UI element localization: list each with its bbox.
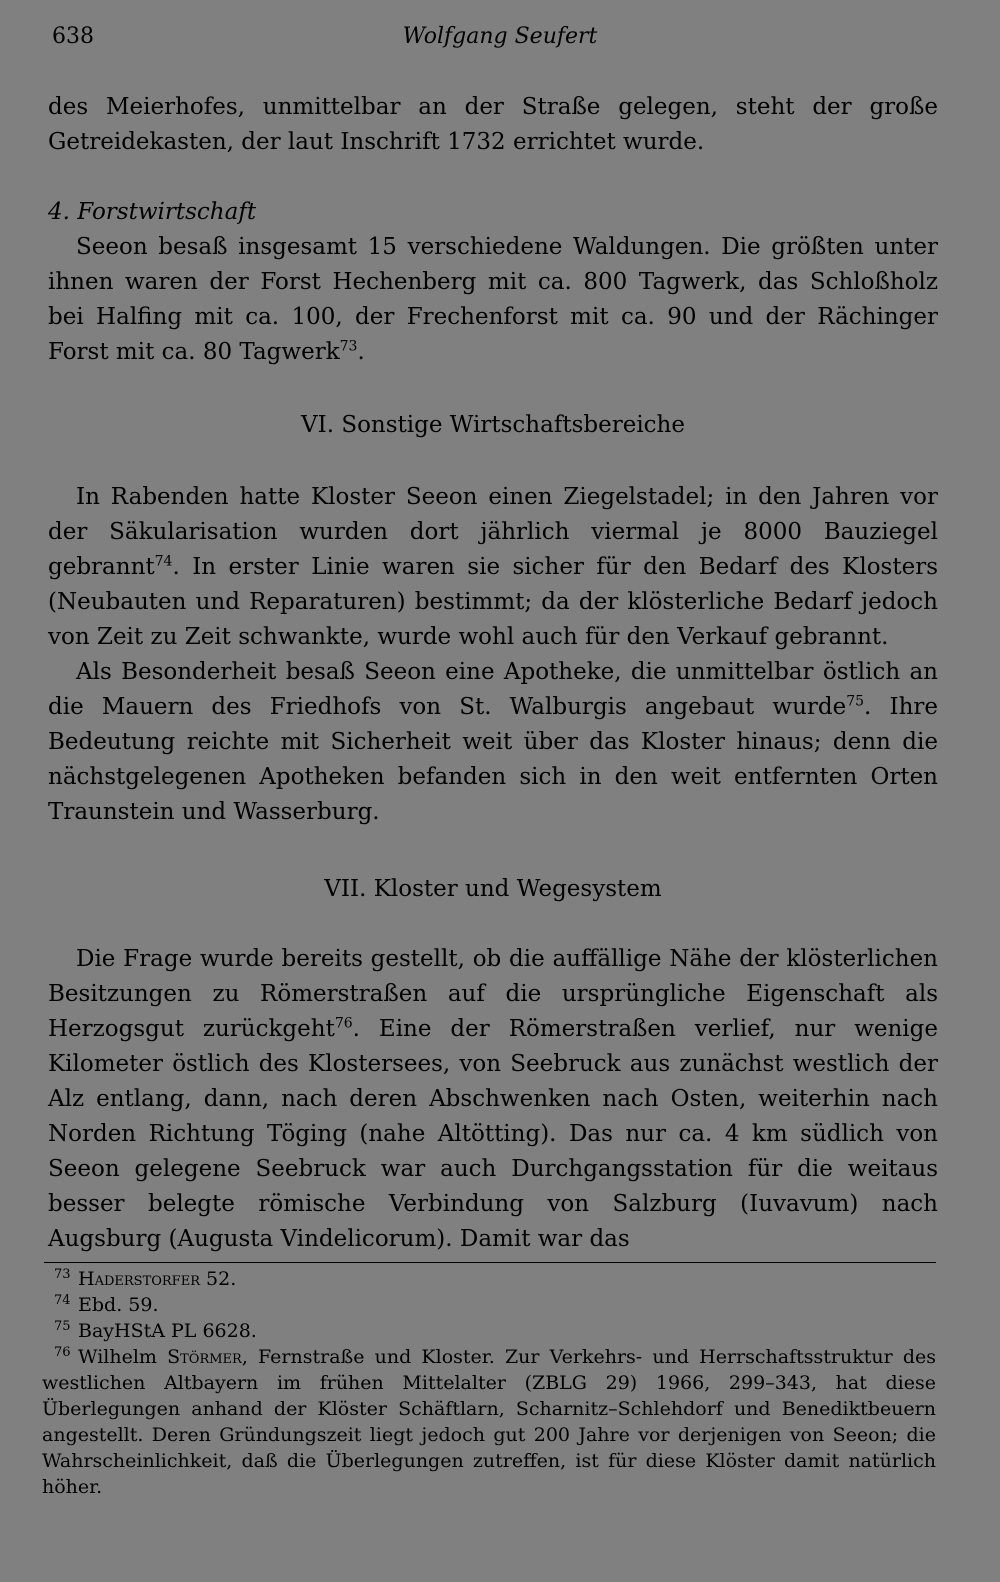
footnote-ref-75[interactable]: 75 xyxy=(846,693,865,710)
footnote-ref-73[interactable]: 73 xyxy=(339,338,358,355)
footnote-73: 73 Haderstorfer 52. xyxy=(54,1266,237,1290)
footnote-ref-76[interactable]: 76 xyxy=(334,1015,353,1032)
forst-block xyxy=(48,195,938,370)
footnotes xyxy=(42,1266,936,1500)
vi-p2-text-b: . Ihre Bedeutung reichte mit Sicherheit weit über das Kloster hinaus; denn die nächstgelegenen Apotheken befanden sich in den weit entfernten Orten Traunstein und Wasserburg. xyxy=(48,694,938,825)
intro-block xyxy=(48,90,938,160)
footnote-ref-74[interactable]: 74 xyxy=(154,553,173,570)
vii-paragraph-1 xyxy=(48,942,938,1257)
footnote-author: Haderstorfer xyxy=(78,1268,200,1290)
section-vii-title: VII. Kloster und Wegesystem xyxy=(324,876,662,902)
section-vi xyxy=(48,408,938,443)
subsection-heading: 4. Forstwirtschaft xyxy=(48,199,257,225)
vi-paragraph-2 xyxy=(48,655,938,830)
section-vii xyxy=(48,872,938,907)
vi-p1-text-a: In Rabenden hatte Kloster Seeon einen Ziegelstadel; in den Jahren vor der Säkularisation wurden dort jährlich viermal je 8000 Bauziegel gebrannt xyxy=(48,484,938,580)
footnote-74: 74 Ebd. 59. xyxy=(54,1292,159,1316)
vi-p2-text-a: Als Besonderheit besaß Seeon eine Apotheke, die unmittelbar östlich an die Mauern des Friedhofs von St. Walburgis angebaut wurde xyxy=(48,659,938,720)
page-header xyxy=(52,24,948,60)
section-vii-body xyxy=(48,942,938,1257)
vii-p1-text-a: Die Frage wurde bereits gestellt, ob die auffällige Nähe der klösterlichen Besitzungen zu Römerstraßen auf die ursprüngliche Eigenschaft als Herzogsgut zurückgeht xyxy=(48,946,938,1042)
running-title: Wolfgang Seufert xyxy=(402,24,598,49)
vii-p1-text-b: . Eine der Römerstraßen verlief, nur wenige Kilometer östlich des Klostersees, von Seebruck aus zunächst westlich der Alz entlang, dann, nach deren Abschwenken nach Osten, weiterhin nach Norden Richtung Töging (nahe Altötting). Das nur ca. 4 km südlich von Seeon gelegene Seebruck war auch Durchgangsstation für die weitaus besser belegte römische Verbindung von Salzburg (Iuvavum) nach Augsburg (Augusta Vindelicorum). Damit war das xyxy=(48,1016,938,1252)
page-number: 638 xyxy=(52,24,94,49)
vi-p1-text-b: . In erster Linie waren sie sicher für den Bedarf des Klosters (Neubauten und Reparaturen) bestimmt; da der klösterliche Bedarf jedoch von Zeit zu Zeit schwankte, wurde wohl auch für den Verkauf gebrannt. xyxy=(48,554,938,650)
forst-text: Seeon besaß insgesamt 15 verschiedene Waldungen. Die größten unter ihnen waren der Forst Hechenberg mit ca. 800 Tagwerk, das Schloßholz bei Halfing mit ca. 100, der Frechenforst mit ca. 90 und der Rächinger Forst mit ca. 80 Tagwerk xyxy=(48,234,938,365)
vi-paragraph-1 xyxy=(48,480,938,655)
section-vi-body xyxy=(48,480,938,830)
section-vi-title: VI. Sonstige Wirtschaftsbereiche xyxy=(301,412,685,438)
footnote-75: 75 BayHStA PL 6628. xyxy=(54,1318,257,1342)
forst-end: . xyxy=(357,339,365,365)
footnote-author: Störmer xyxy=(167,1346,242,1368)
footnote-text: , Fernstraße und Kloster. Zur Verkehrs- und Herrschaftsstruktur des westlichen Altbayern im frühen Mittelalter (ZBLG 29) 1966, 299–343, hat diese Überlegungen anhand der Klöster Schäftlarn, Scharnitz–Schlehdorf und Benediktbeuern angestellt. Deren Gründungszeit liegt jedoch gut 200 Jahre vor derjenigen von Seeon; die Wahrscheinlichkeit, daß die Überlegungen zutreffen, ist für diese Klöster damit natürlich höher. xyxy=(42,1346,936,1498)
footnote-76: 76 Wilhelm Störmer, Fernstraße und Kloster. Zur Verkehrs- und Herrschaftsstruktur des westlichen Altbayern im frühen Mittelalter (ZBLG 29) 1966, 299–343, hat diese Überlegungen anhand der Klöster Schäftlarn, Scharnitz–Schlehdorf und Benediktbeuern angestellt. Deren Gründungszeit liegt jedoch gut 200 Jahre vor derjenigen von Seeon; die Wahrscheinlichkeit, daß die Überlegungen zutreffen, ist für diese Klöster damit natürlich höher. xyxy=(42,1344,936,1498)
footnote-text: 52. xyxy=(199,1268,237,1290)
footnote-divider xyxy=(44,1262,936,1263)
footnote-text: BayHStA PL 6628. xyxy=(78,1320,257,1342)
footnote-text: Ebd. 59. xyxy=(78,1294,159,1316)
footnote-lead: Wilhelm xyxy=(78,1346,168,1368)
forst-paragraph xyxy=(48,230,938,370)
intro-paragraph: des Meierhofes, unmittelbar an der Straße gelegen, steht der große Getreidekasten, der laut Inschrift 1732 errichtet wurde. xyxy=(48,94,938,155)
